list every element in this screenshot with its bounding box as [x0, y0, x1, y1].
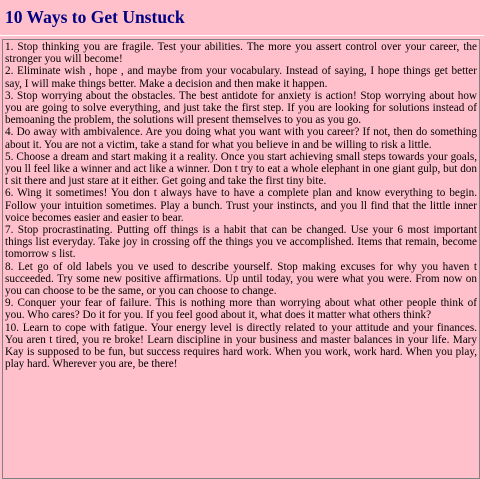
list-item: 2. Eliminate wish , hope , and maybe from your vocabulary. Instead of saying, I hope things get better say, I will make things better. Make a decision and then make it happen.	[5, 65, 477, 90]
list-item: 6. Wing it sometimes! You don t always have to have a complete plan and know everything to begin. Follow your intuition sometimes. Play a bunch. Trust your instincts, and you ll find that the little inner voice becomes easier and easier to bear.	[5, 187, 477, 224]
list-item: 9. Conquer your fear of failure. This is nothing more than worrying about what other people think of you. Who cares? Do it for you. If you feel good about it, what does it matter what others think?	[5, 297, 477, 322]
title-bar	[0, 0, 484, 36]
list-item: 10. Learn to cope with fatigue. Your energy level is directly related to your attitude and your finances. You aren t tired, you re broke! Learn discipline in your business and master balances in your life. Mary Kay is supposed to be fun, but success requires hard work. When you work, work hard. When you play, play hard. Wherever you are, be there!	[5, 321, 477, 371]
list-item: 8. Let go of old labels you ve used to describe yourself. Stop making excuses for why you haven t succeeded. Try some new positive affirmations. Up until today, you were what you were. From now on you can choose to be the same, or you can choose to change.	[5, 260, 477, 298]
title-divider	[0, 35, 484, 36]
list-item: 4. Do away with ambivalence. Are you doing what you want with you career? If not, then do something about it. You are not a victim, take a stand for what you believe in and be willing to risk a little.	[5, 126, 477, 151]
list-item: 1. Stop thinking you are fragile. Test your abilities. The more you assert control over your career, the stronger you will become!	[5, 41, 477, 66]
list-item: 7. Stop procrastinating. Putting off things is a habit that can be changed. Use your 6 most important things list everyday. Take joy in crossing off the things you ve accomplished. Items that remain, become tomorrow s list.	[5, 224, 477, 261]
page-title: 10 Ways to Get Unstuck	[5, 7, 185, 27]
list-content	[5, 41, 477, 370]
list-item: 5. Choose a dream and start making it a reality. Once you start achieving small steps towards your goals, you ll feel like a winner and act like a winner. Don t try to eat a whole elephant in one giant gulp, but don t sit there and just stare at it either. Get going and take the first tiny bite.	[5, 150, 477, 188]
list-item: 3. Stop worrying about the obstacles. The best antidote for anxiety is action! Stop worrying about how you are going to solve everything, and just take the first step. If you are looking for solutions instead of bemoaning the problem, the solutions will present themselves to you as you go.	[5, 89, 477, 127]
